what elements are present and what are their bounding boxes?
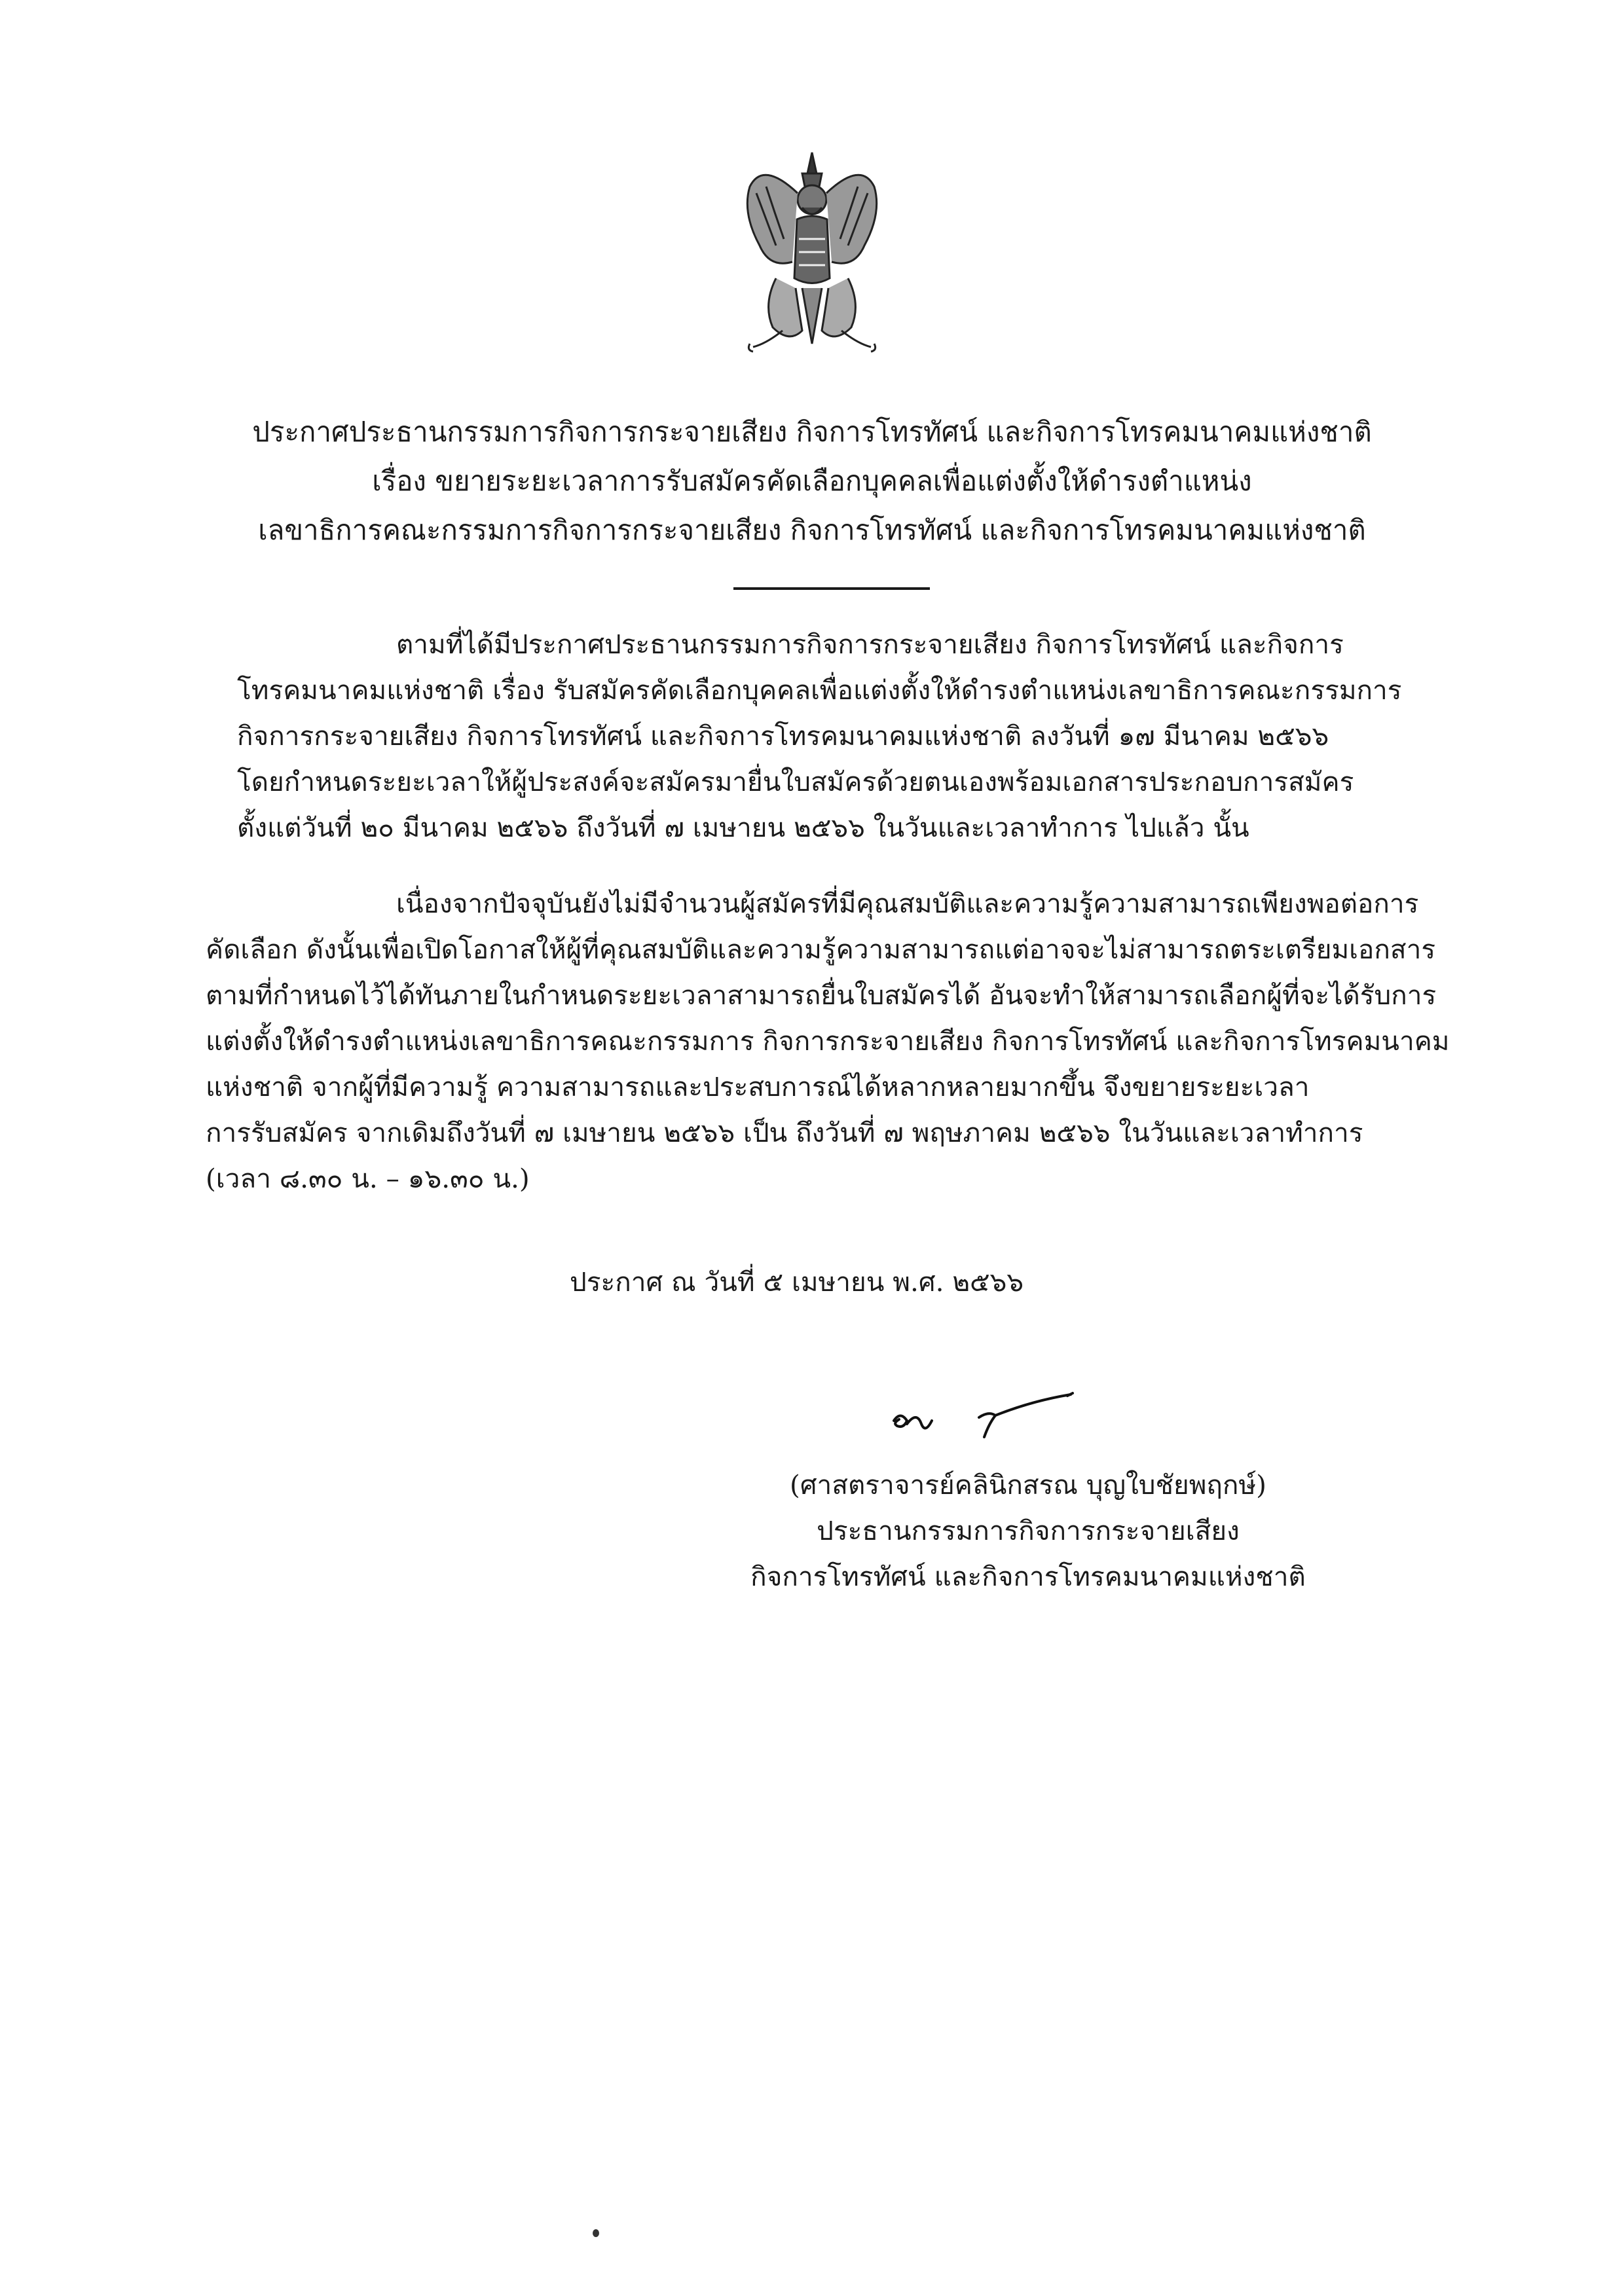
paragraph-line: ตั้งแต่วันที่ ๒๐ มีนาคม ๒๕๖๖ ถึงวันที่ ๗ เมษายน ๒๕๖๖ ในวันและเวลาทำการ ไปแล้ว นั้น	[237, 812, 1249, 843]
signatory-name: (ศาสตราจารย์คลินิกสรณ บุญใบชัยพฤกษ์)	[790, 1469, 1266, 1501]
handwritten-signature-icon	[881, 1388, 1077, 1450]
title-divider	[733, 587, 930, 590]
announcement-title: ประกาศประธานกรรมการกิจการกระจายเสียง กิจการโทรทัศน์ และกิจการโทรคมนาคมแห่งชาติ	[252, 416, 1372, 448]
paragraph-line: (เวลา ๘.๓๐ น. – ๑๖.๓๐ น.)	[206, 1163, 530, 1194]
paragraph-line: โทรคมนาคมแห่งชาติ เรื่อง รับสมัครคัดเลือกบุคคลเพื่อแต่งตั้งให้ดำรงตำแหน่งเลขาธิการคณะกรรมการ	[237, 674, 1402, 706]
paragraph-line: กิจการกระจายเสียง กิจการโทรทัศน์ และกิจการโทรคมนาคมแห่งชาติ ลงวันที่ ๑๗ มีนาคม ๒๕๖๖	[237, 720, 1329, 752]
announcement-date: ประกาศ ณ วันที่ ๕ เมษายน พ.ศ. ๒๕๖๖	[570, 1266, 1024, 1298]
paragraph-line: การรับสมัคร จากเดิมถึงวันที่ ๗ เมษายน ๒๕๖๖ เป็น ถึงวันที่ ๗ พฤษภาคม ๒๕๖๖ ในวันและเวลาทำการ	[206, 1117, 1363, 1148]
paragraph-line: คัดเลือก ดังนั้นเพื่อเปิดโอกาสให้ผู้ที่คุณสมบัติและความรู้ความสามารถแต่อาจจะไม่สามารถตระเตรียมเอกสาร	[206, 934, 1436, 965]
signatory-title: ประธานกรรมการกิจการกระจายเสียง	[817, 1515, 1240, 1546]
paragraph-line: แต่งตั้งให้ดำรงตำแหน่งเลขาธิการคณะกรรมการ กิจการกระจายเสียง กิจการโทรทัศน์ และกิจการโทรคมนาคม	[206, 1025, 1450, 1057]
paragraph-line: เนื่องจากปัจจุบันยังไม่มีจำนวนผู้สมัครที่มีคุณสมบัติและความรู้ความสามารถเพียงพอต่อการ	[396, 888, 1419, 919]
garuda-emblem-icon	[737, 147, 887, 354]
paragraph-line: ตามที่กำหนดไว้ได้ทันภายในกำหนดระยะเวลาสามารถยื่นใบสมัครได้ อันจะทำให้สามารถเลือกผู้ที่จะได้รับการ	[206, 979, 1437, 1011]
paragraph-line: ตามที่ได้มีประกาศประธานกรรมการกิจการกระจายเสียง กิจการโทรทัศน์ และกิจการ	[396, 629, 1344, 660]
paragraph-line: แห่งชาติ จากผู้ที่มีความรู้ ความสามารถและประสบการณ์ได้หลากหลายมากขึ้น จึงขยายระยะเวลา	[206, 1071, 1310, 1102]
announcement-subject-cont: เลขาธิการคณะกรรมการกิจการกระจายเสียง กิจการโทรทัศน์ และกิจการโทรคมนาคมแห่งชาติ	[258, 514, 1366, 546]
announcement-subject: เรื่อง ขยายระยะเวลาการรับสมัครคัดเลือกบุคคลเพื่อแต่งตั้งให้ดำรงตำแหน่ง	[372, 465, 1252, 497]
signatory-title-cont: กิจการโทรทัศน์ และกิจการโทรคมนาคมแห่งชาติ	[750, 1561, 1306, 1592]
scan-mark	[593, 2229, 599, 2237]
paragraph-line: โดยกำหนดระยะเวลาให้ผู้ประสงค์จะสมัครมายื่นใบสมัครด้วยตนเองพร้อมเอกสารประกอบการสมัคร	[237, 766, 1354, 797]
